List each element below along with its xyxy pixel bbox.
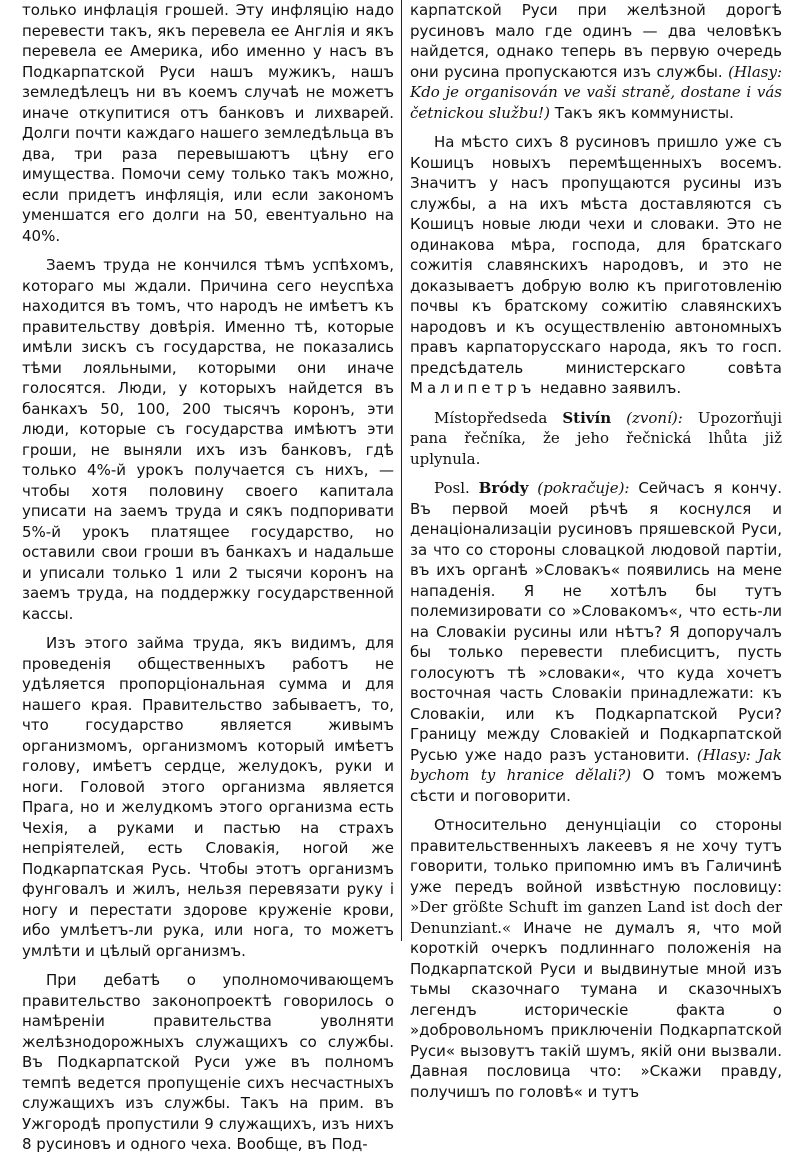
paragraph: Изъ этого займа труда, якъ видимъ, для проведенія общественныхъ работъ не удѣляется пропорціональная сумма и для нашего края. Правительство забываетъ, то, что государство является живымъ организмомъ, организмомъ который имѣетъ голову, имѣетъ сердце, желудокъ, руки и ноги. Головой этого организма является Прага, но и желудкомъ этого организма есть Чехія, а руками и пастью на страхъ непріятелей, есть Словакія, ногой же Подкарпатская Русь. Чтобы этотъ организмъ фунговалъ и жилъ, нельзя перевязати руку і ногу и перестати здорове круженіе крови, ибо умлѣетъ-ли рука, или нога, то можетъ умлѣти и цѣлый организмъ.	[22, 634, 394, 960]
paragraph	[410, 0, 782, 123]
paragraph-text: Относительно денунціаціи со стороны правительственныхъ лакеевъ я не хочу тутъ говорити, только припомню имъ въ Галичинѣ уже передъ войной извѣстную пословицу:	[410, 816, 782, 896]
paragraph-text: Такъ якъ коммунисты.	[554, 103, 734, 122]
paragraph: только инфлація грошей. Эту инфляцію надо перевести такъ, якъ перевела ее Англія и якъ перевела ее Америка, ибо именно у насъ въ Подкарпатской Руси нашъ мужикъ, нашъ земледѣлецъ ни въ коемъ случаѣ не можетъ иначе откупитися отъ банковъ и лихварей. Долги почти каждаго нашего земледѣльца въ два, три раза перевышаютъ цѣну его имущества. Помочи сему только такъ можно, если придетъ инфляція, или если закономъ уменшатся его долги на 50, евентуально на 40%.	[22, 1, 394, 245]
chair-text: Upozorňuji pana řečníka, že jeho řečnická lhůta již uplynula.	[410, 408, 782, 468]
paragraph-text: Сейчасъ я кончу. Въ первой моей рѣчѣ я коснулся и денаціонализаціи русиновъ пряшевской Руси, за что со стороны словацкой людовой партіи, въ ихъ органѣ »Словакъ« появились на мене нападенія. Я не хотѣлъ бы тутъ полемизировати со »Словакомъ«, что есть-ли на Словакіи русины или нѣтъ? Я допоручалъ бы только перевести плебисцитъ, пусть голосуютъ тѣ »словаки«, что куда хочетъ восточная часть Словакіи принадлежати: къ Словакіи, или къ Подкарпатской Руси? Границу между Словакіей и Подкарпатской Русью уже надо разъ установити.	[410, 479, 782, 764]
paragraph-text: недавно заявилъ.	[540, 379, 682, 397]
paragraph: Заемъ труда не кончился тѣмъ успѣхомъ, котораго мы ждали. Причина сего неуспѣха находится въ томъ, что народъ не имѣетъ къ правительству довѣрія. Именно тѣ, которые имѣли зискъ съ государства, не показались тѣми лояльными, которыми они иначе голосятся. Люди, у которыхъ найдется въ банкахъ 50, 100, 200 тысячъ коронъ, эти люди, которые съ государства имѣютъ эти гроши, не выняли ихъ изъ банковъ, гдѣ только 4%-й урокъ получается съ нихъ, — чтобы хотя половину своего капитала уписати на заемъ труда и сякъ подпоривати 5%-й урокъ платящее государство, но оставили свои гроши въ банкахъ и надальше и уписали только 1 или 2 тысячи коронъ на заемъ труда, на поддержку государственной кассы.	[22, 256, 394, 623]
speaker-name: Stivín	[562, 408, 612, 427]
paragraph-text: Иначе не думалъ я, что мой короткій очеркъ подлиннаго положенія на Подкарпатской Руси и выдвинутые мной изъ тьмы сказочнаго тумана и сказочныхъ легендъ историческіе факта о »добровольномъ приключеніи Подкарпатской Руси« вызовутъ такій шумъ, якій они вызвали. Давная пословица что: »Скажи правду, получишъ по головѣ« и тутъ	[410, 918, 782, 1101]
speaker-remark	[410, 478, 782, 806]
paragraph: При дебатѣ о уполномочивающемъ правительство законопроектѣ говорилось о намѣреніи правительства уволняти желѣзнодорожныхъ служащихъ со службы. Въ Подкарпатской Руси уже въ полномъ темпѣ ведется пропущеніе сихъ несчастныхъ служащихъ изъ службы. Такъ на прим. въ Ужгородѣ пропустили 9 служащихъ, изъ нихъ 8 русиновъ и одного чеха. Вообще, въ Под-	[22, 971, 394, 1153]
interjection: (Hlasy: Jak bychom ty hranice dělali?)	[410, 745, 782, 784]
paragraph-text: О томъ можемъ сѣсти и поговорити.	[410, 766, 782, 805]
chair-remark	[410, 408, 782, 470]
right-column	[410, 0, 782, 1111]
speaker-action: (zvoní):	[626, 408, 683, 427]
speaker-role: Místopředseda	[434, 408, 548, 427]
speaker-action: (pokračuje):	[537, 479, 630, 497]
interjection: (Hlasy: Kdo je organisován ve vaši straně, dostane i vás četnickou službu!)	[410, 62, 782, 122]
column-divider	[401, 0, 402, 941]
paragraph-text: На мѣсто сихъ 8 русиновъ пришло уже съ Кошицъ новыхъ перемѣщенныхъ восемъ. Значитъ у насъ пропущаются русины изъ службы, а на ихъ мѣста доставляются съ Кошицъ новые люди чехи и словаки. Это не одинакова мѣра, господа, для братскаго сожитія славянскихъ народовъ, и это не доказываетъ добрую волю къ приготовленію почвы къ братскому сожитію славянскихъ народовъ и къ осуществленію автономныхъ правъ карпаторусскаго народа, якъ то госп. предсѣдатель министерскаго совѣта	[410, 133, 782, 377]
spaced-name: Малипетръ	[410, 379, 536, 397]
speaker-name: Bródy	[478, 479, 529, 497]
german-quote: »Der größte Schuft im ganzen Land ist doch der Denunziant.«	[410, 898, 782, 937]
speaker-role: Posl.	[434, 479, 470, 497]
paragraph-text: карпатской Руси при желѣзной дорогѣ русиновъ мало где одинъ — два человѣкъ найдется, однако теперь въ первую очередь они русина пропускаются изъ службы.	[410, 1, 782, 81]
paragraph	[410, 132, 782, 399]
left-column	[22, 0, 394, 1164]
paragraph	[410, 815, 782, 1102]
